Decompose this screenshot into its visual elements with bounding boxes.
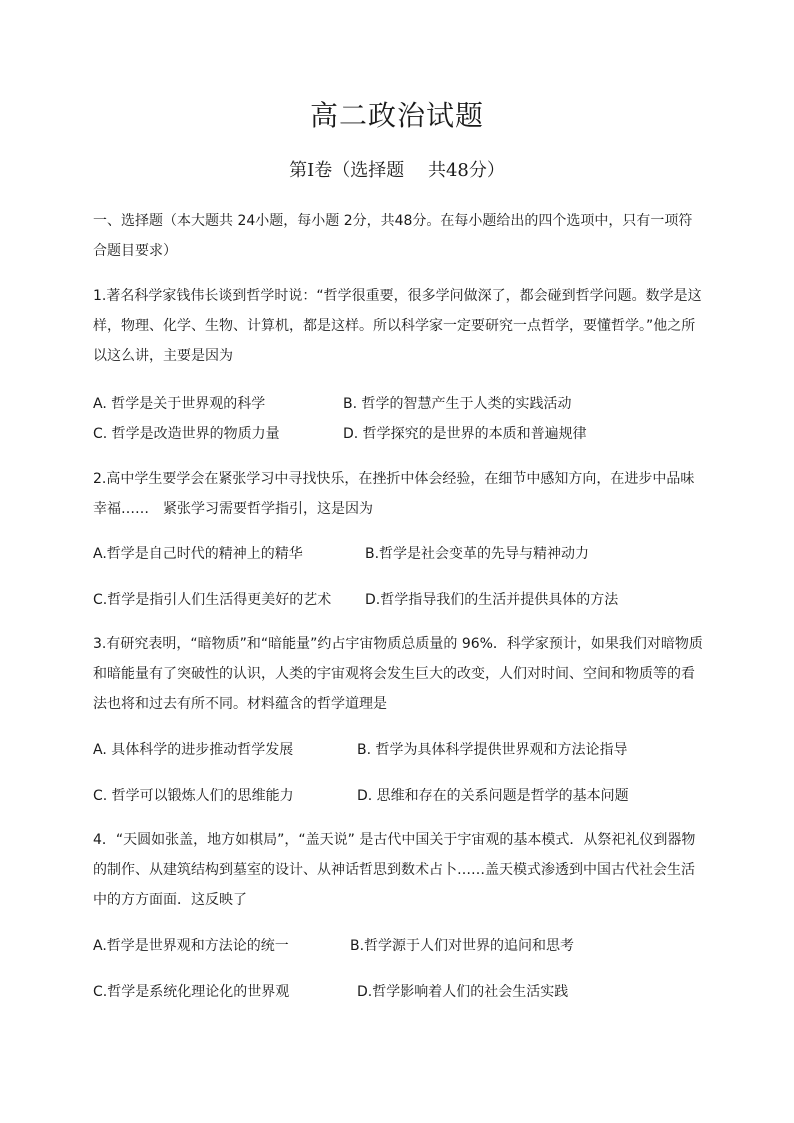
question-2-option-c: C.哲学是指引人们生活得更美好的艺术 — [93, 592, 332, 608]
question-3-option-b: B. 哲学为具体科学提供世界观和方法论指导 — [357, 742, 628, 758]
question-1-option-c: C. 哲学是改造世界的物质力量 — [93, 426, 280, 442]
question-1-option-a: A. 哲学是关于世界观的科学 — [93, 396, 266, 412]
exam-subtitle: 第Ⅰ卷（选择题 共48分） — [289, 160, 505, 181]
question-4-stem: 4．“天圆如张盖，地方如棋局”，“盖天说” 是古代中国关于宇宙观的基本模式．从祭祀礼仪到器物的制作、从建筑结构到墓室的设计、从神话哲思到数术占卜……盖天模式渗透到中国古代社会生活中的方方面面．这反映了 — [93, 832, 696, 908]
question-3-stem: 3.有研究表明，“暗物质”和“暗能量”约占宇宙物质总质量的 96%．科学家预计，如果我们对暗物质和暗能量有了突破性的认识，人类的宇宙观将会发生巨大的改变，人们对时间、空间和物质等的看法也将和过去有所不同。材料蕴含的哲学道理是 — [93, 636, 703, 712]
question-3-option-a: A. 具体科学的进步推动哲学发展 — [93, 742, 294, 758]
question-2-option-a: A.哲学是自己时代的精神上的精华 — [93, 546, 303, 562]
question-2-option-b: B.哲学是社会变革的先导与精神动力 — [365, 546, 590, 562]
question-2-option-d: D.哲学指导我们的生活并提供具体的方法 — [365, 592, 619, 608]
section-instructions: 一、选择题（本大题共 24小题，每小题 2分，共48分。在每小题给出的四个选项中，只有一项符合题目要求） — [93, 213, 693, 259]
question-1-stem: 1.著名科学家钱伟长谈到哲学时说：“哲学很重要，很多学问做深了，都会碰到哲学问题。数学是这样，物理、化学、生物、计算机，都是这样。所以科学家一定要研究一点哲学，要懂哲学。”他之所以这么讲，主要是因为 — [93, 288, 702, 364]
question-3-option-d: D. 思维和存在的关系问题是哲学的基本问题 — [357, 788, 629, 804]
question-1-option-d: D. 哲学探究的是世界的本质和普遍规律 — [343, 426, 587, 442]
question-4-option-a: A.哲学是世界观和方法论的统一 — [93, 938, 289, 954]
question-3-option-c: C. 哲学可以锻炼人们的思维能力 — [93, 788, 294, 804]
question-4-option-c: C.哲学是系统化理论化的世界观 — [93, 984, 290, 1000]
question-2-stem: 2.高中学生要学会在紧张学习中寻找快乐，在挫折中体会经验，在细节中感知方向，在进步中品味幸福…… 紧张学习需要哲学指引，这是因为 — [93, 471, 695, 517]
question-4-option-d: D.哲学影响着人们的社会生活实践 — [357, 984, 569, 1000]
exam-title: 高二政治试题 — [309, 99, 484, 132]
question-4-option-b: B.哲学源于人们对世界的追问和思考 — [350, 938, 575, 954]
question-1-option-b: B. 哲学的智慧产生于人类的实践活动 — [343, 396, 572, 412]
